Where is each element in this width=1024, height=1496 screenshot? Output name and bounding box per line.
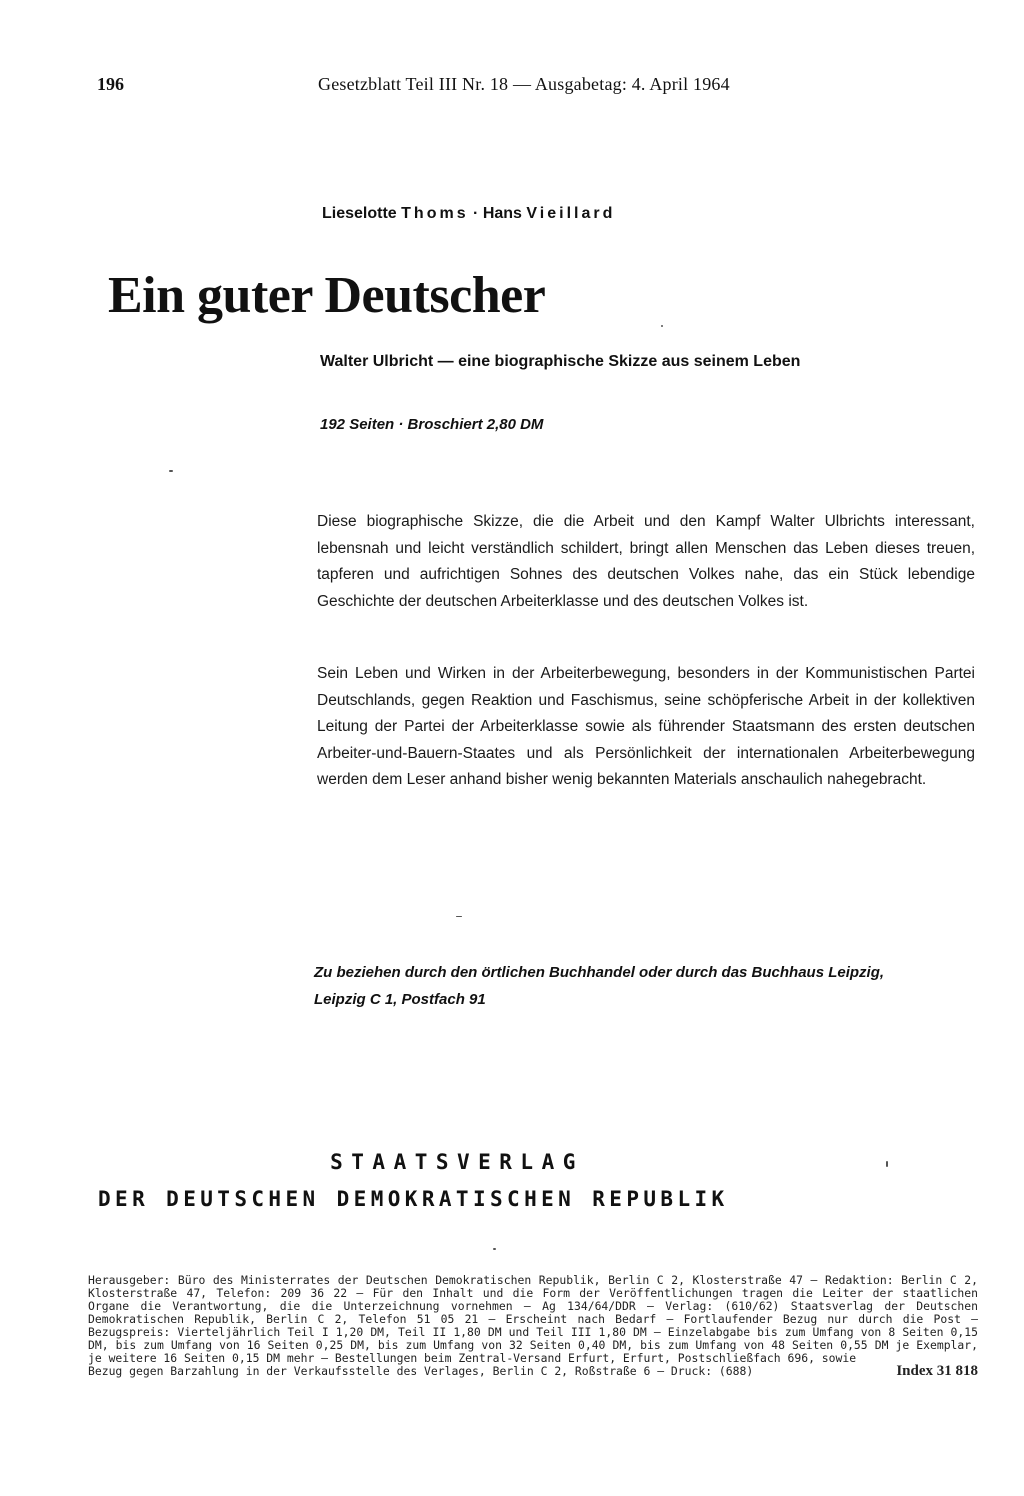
scan-speck xyxy=(169,470,173,472)
imprint-last-line xyxy=(88,1365,978,1378)
book-subtitle: Walter Ulbricht — eine biographische Skizze aus seinem Leben xyxy=(320,353,801,370)
description-paragraph-1: Diese biographische Skizze, die die Arbeit und den Kampf Walter Ulbrichts interessant, lebensnah und leicht verständlich schildert, bringt allen Menschen das Leben dieses treuen, tapferen und aufrichtigen Sohnes des deutschen Volkes nahe, das ein Stück lebendige Geschichte der deutschen Arbeiterklasse und des deutschen Volkes ist. xyxy=(317,513,975,610)
publisher-name-line-1: STAATSVERLAG xyxy=(330,1150,584,1174)
author-separator: · xyxy=(473,205,479,222)
running-head: Gesetzblatt Teil III Nr. 18 — Ausgabetag: 4. April 1964 xyxy=(318,74,730,94)
scan-speck xyxy=(493,1248,496,1250)
publisher-name-line-2: DER DEUTSCHEN DEMOKRATISCHEN REPUBLIK xyxy=(98,1187,729,1211)
imprint xyxy=(88,1274,978,1378)
author-2-surname: Vieillard xyxy=(526,205,616,222)
index-number: Index 31 818 xyxy=(896,1363,978,1379)
book-price: 192 Seiten · Broschiert 2,80 DM xyxy=(320,416,544,433)
book-title: Ein guter Deutscher xyxy=(108,267,546,324)
scan-speck xyxy=(886,1161,888,1167)
author-1-first-name: Lieselotte xyxy=(322,205,397,222)
author-2-first-name: Hans xyxy=(482,205,522,222)
imprint-text: Herausgeber: Büro des Ministerrates der Deutschen Demokratischen Republik, Berlin C 2, Klosterstraße 47 – Redaktion: Berlin C 2, Klosterstraße 47, Telefon: 209 36 22 – Für den Inhalt und die Form der Veröffentlichungen tragen die Leiter der staatlichen Organe die Verantwortung, die die Unterzeichnung vornehmen – Ag 134/64/DDR – Verlag: (610/62) Staatsverlag der Deutschen Demokratischen Republik, Berlin C 2, Telefon 51 05 21 – Erscheint nach Bedarf – Fortlaufender Bezug nur durch die Post – Bezugspreis: Vierteljährlich Teil I 1,20 DM, Teil II 1,80 DM und Teil III 1,80 DM – Einzelabgabe bis zum Umfang von 8 Seiten 0,15 DM, bis zum Umfang von 16 Seiten 0,25 DM, bis zum Umfang von 32 Seiten 0,40 DM, bis zum Umfang von 48 Seiten 0,55 DM je Exemplar, je weitere 16 Seiten 0,15 DM mehr – Bestellungen beim Zentral-Versand Erfurt, Erfurt, Postschließfach 696, sowie xyxy=(88,1273,978,1365)
page-number: 196 xyxy=(97,74,124,94)
scan-speck xyxy=(456,916,462,917)
author-1-surname: Thoms xyxy=(401,205,469,222)
order-note: Zu beziehen durch den örtlichen Buchhandel oder durch das Buchhaus Leipzig, Leipzig C 1, Postfach 91 xyxy=(314,964,885,1008)
scan-speck xyxy=(661,325,663,327)
description-paragraph-2: Sein Leben und Wirken in der Arbeiterbewegung, besonders in der Kommunistischen Partei Deutschlands, gegen Reaktion und Faschismus, seine schöpferische Arbeit in der kollektiven Leitung der Partei der Arbeiterklasse sowie als führender Staatsmann des ersten deutschen Arbeiter-und-Bauern-Staates und als Persönlichkeit der internationalen Arbeiterbewegung werden dem Leser anhand bisher wenig bekannten Materials anschaulich nahegebracht. xyxy=(317,665,975,788)
imprint-last-line-text: Bezug gegen Barzahlung in der Verkaufsstelle des Verlages, Berlin C 2, Roßstraße 6 – Druck: (688) xyxy=(88,1364,754,1378)
book-authors xyxy=(322,205,615,223)
